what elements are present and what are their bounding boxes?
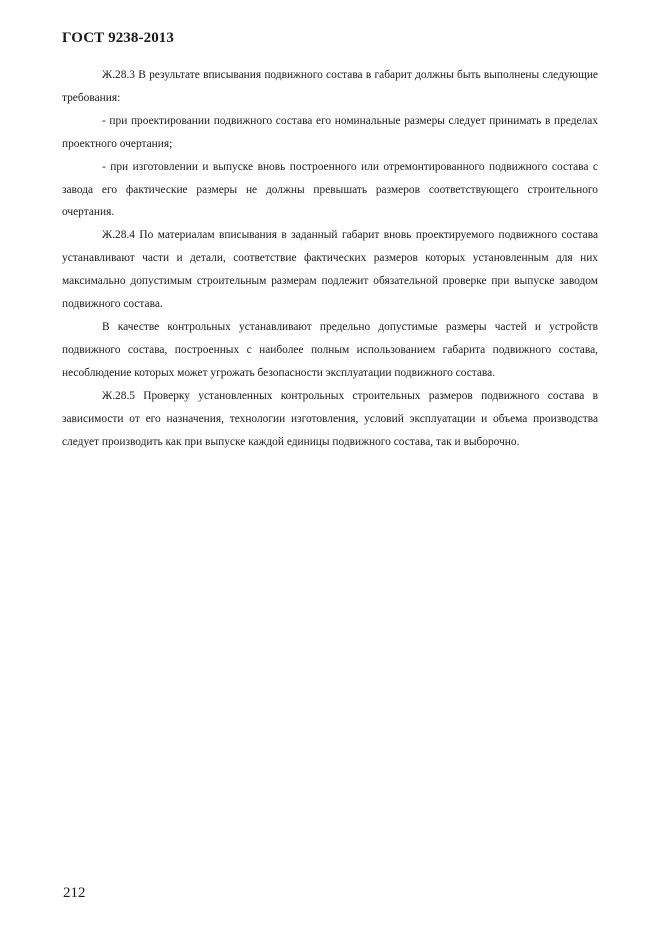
page-number: 212 [63, 885, 86, 901]
list-item-manufacture-requirement: - при изготовлении и выпуске вновь построенного или отремонтированного подвижного состава с завода его фактические размеры не должны превышать размеров соответствующего строительного очертания. [62, 160, 598, 219]
list-item-design-requirement: - при проектировании подвижного состава его номинальные размеры следует принимать в пределах проектного очертания; [62, 114, 598, 150]
paragraph-zh-28-4: Ж.28.4 По материалам вписывания в заданный габарит вновь проектируемого подвижного состава устанавливают части и детали, соответствие фактических размеров которых установленным для них максимально допустимым строительным размерам подлежит обязательной проверке при выпуске заводом подвижного состава. [62, 229, 598, 311]
paragraph-zh-28-5: Ж.28.5 Проверку установленных контрольных строительных размеров подвижного состава в зависимости от его назначения, технологии изготовления, условий эксплуатации и объема производства следует производить как при выпуске каждой единицы подвижного состава, так и выборочно. [62, 389, 598, 448]
paragraph-zh-28-3: Ж.28.3 В результате вписывания подвижного состава в габарит должны быть выполнены следующие требования: [62, 69, 598, 104]
paragraph-control-dimensions: В качестве контрольных устанавливают предельно допустимые размеры частей и устройств подвижного состава, построенных с наиболее полным использованием габарита подвижного состава, несоблюдение которых может угрожать безопасности эксплуатации подвижного состава. [62, 320, 598, 379]
document-body [62, 64, 598, 453]
document-code-header: ГОСТ 9238-2013 [62, 30, 175, 46]
